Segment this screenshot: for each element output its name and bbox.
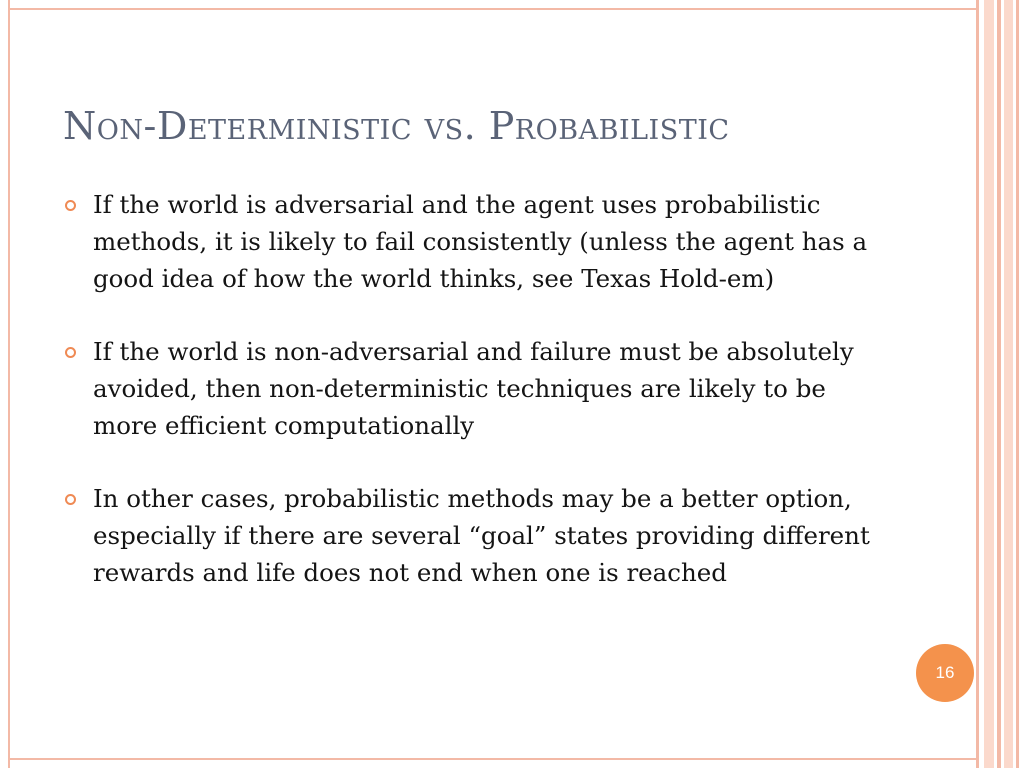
bullet-text: In other cases, probabilistic methods may be a better option, especially if there are several “goal” states providing different rewards and life does not end when one is reached <box>93 484 870 587</box>
bullet-item <box>60 480 890 591</box>
right-decorative-stripe <box>976 0 979 768</box>
right-decorative-stripe <box>984 0 994 768</box>
bullet-text: If the world is adversarial and the agent uses probabilistic methods, it is likely to fail consistently (unless the agent has a good idea of how the world thinks, see Texas Hold-em) <box>93 190 868 293</box>
top-border-line <box>8 8 978 10</box>
bullet-circle-icon <box>65 347 76 358</box>
right-decorative-stripe <box>1016 0 1019 768</box>
page-number-badge: 16 <box>916 644 974 702</box>
slide-title: Non-Deterministic vs. Probabilistic <box>63 104 730 148</box>
right-decorative-stripe <box>997 0 1001 768</box>
bullet-text: If the world is non-adversarial and failure must be absolutely avoided, then non-deterministic techniques are likely to be more efficient computationally <box>93 337 854 440</box>
right-decorative-stripe <box>1004 0 1013 768</box>
bottom-border-line <box>8 758 978 760</box>
bullet-item <box>60 186 890 297</box>
left-border-line <box>8 0 10 768</box>
bullet-circle-icon <box>65 494 76 505</box>
bullet-item <box>60 333 890 444</box>
bullet-circle-icon <box>65 200 76 211</box>
bullet-list <box>60 186 890 627</box>
